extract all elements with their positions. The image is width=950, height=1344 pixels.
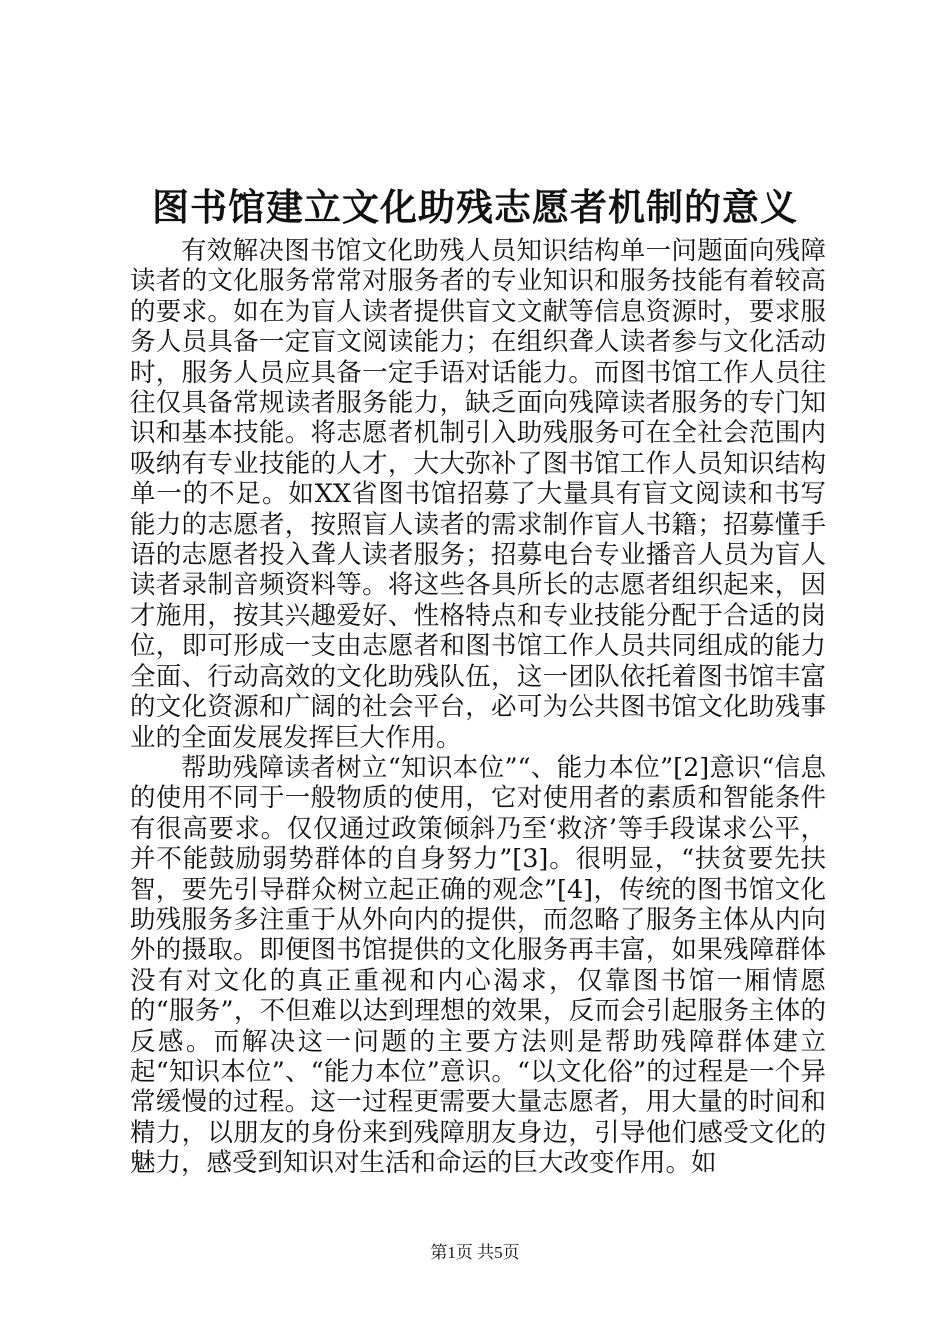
paragraph-1: 有效解决图书馆文化助残人员知识结构单一问题面向残障读者的文化服务常常对服务者的专业知识和服务技能有着较高的要求。如在为盲人读者提供盲文文献等信息资源时，要求服务人员具备一定盲文阅读能力；在组织聋人读者参与文化活动时，服务人员应具备一定手语对话能力。而图书馆工作人员往往仅具备常规读者服务能力，缺乏面向残障读者服务的专门知识和基本技能。将志愿者机制引入助残服务可在全社会范围内吸纳有专业技能的人才，大大弥补了图书馆工作人员知识结构单一的不足。如XX省图书馆招募了大量具有盲文阅读和书写能力的志愿者，按照盲人读者的需求制作盲人书籍；招募懂手语的志愿者投入聋人读者服务；招募电台专业播音人员为盲人读者录制音频资料等。将这些各具所长的志愿者组织起来，因才施用，按其兴趣爱好、性格特点和专业技能分配于合适的岗位，即可形成一支由志愿者和图书馆工作人员共同组成的能力全面、行动高效的文化助残队伍，这一团队依托着图书馆丰富的文化资源和广阔的社会平台，必可为公共图书馆文化助残事业的全面发展发挥巨大作用。	[130, 236, 826, 753]
paragraph-2: 帮助残障读者树立“知识本位”“、能力本位”[2]意识“信息的使用不同于一般物质的使用，它对使用者的素质和智能条件有很高要求。仅仅通过政策倾斜乃至‘救济’等手段谋求公平，并不能鼓励弱势群体的自身努力”[3]。很明显，“扶贫要先扶智，要先引导群众树立起正确的观念”[4]，传统的图书馆文化助残服务多注重于从外向内的提供，而忽略了服务主体从内向外的摄取。即便图书馆提供的文化服务再丰富，如果残障群体没有对文化的真正重视和内心渴求，仅靠图书馆一厢情愿的“服务”，不但难以达到理想的效果，反而会引起服务主体的反感。而解决这一问题的主要方法则是帮助残障群体建立起“知识本位”、“能力本位”意识。“以文化俗”的过程是一个异常缓慢的过程。这一过程更需要大量志愿者，用大量的时间和精力，以朋友的身份来到残障朋友身边，引导他们感受文化的魅力，感受到知识对生活和命运的巨大改变作用。如	[130, 752, 826, 1179]
page-footer: 第1页 共5页	[430, 1243, 520, 1262]
document-title: 图书馆建立文化助残志愿者机制的意义	[152, 185, 798, 229]
document-body	[130, 236, 826, 1179]
